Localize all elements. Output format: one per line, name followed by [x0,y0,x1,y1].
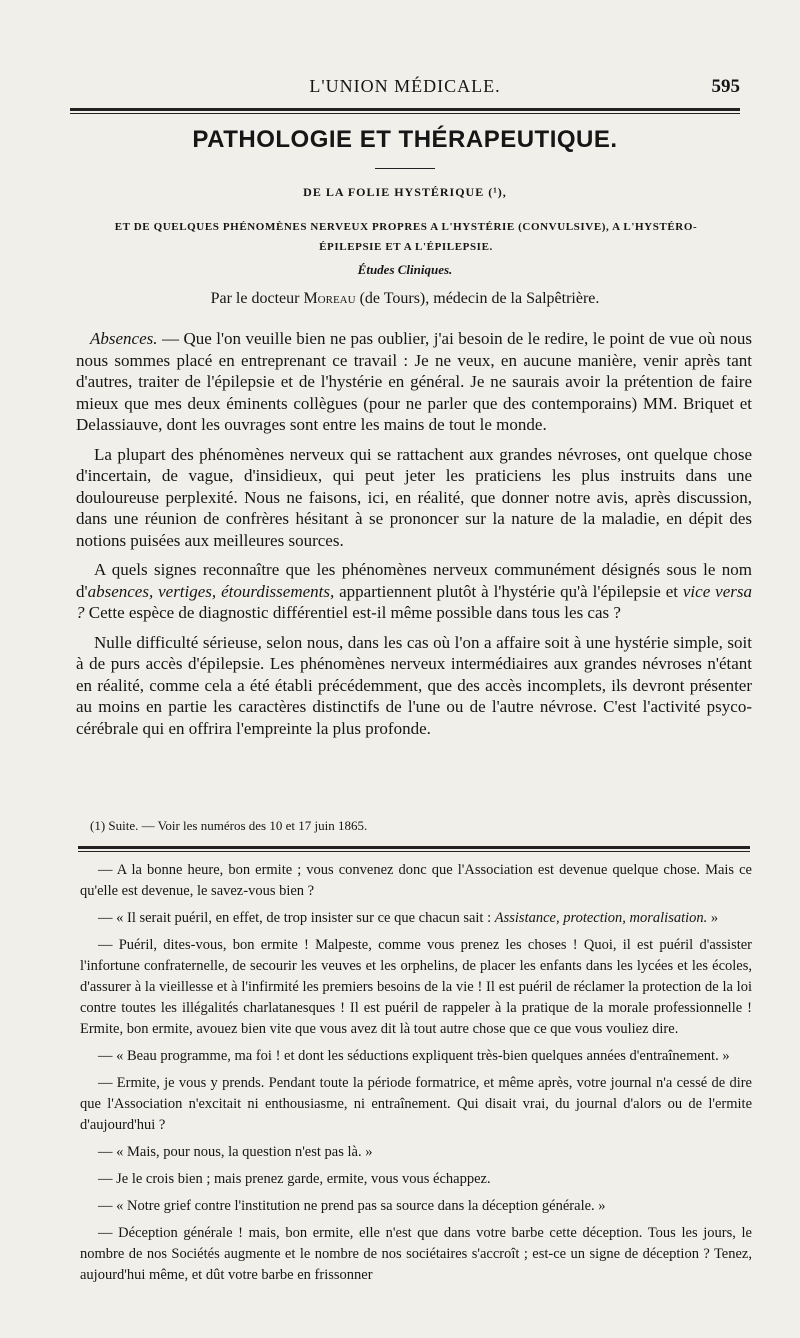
feuilleton-paragraph: — Ermite, je vous y prends. Pendant toute la période formatrice, et même après, votre journal n'a cessé de dire que l'Association n'excitait ni enthousiasme, ni entraînement. Qui disait vrai, du journal d'alors ou de l'ermite d'aujourd'hui ? [80,1075,752,1133]
feuilleton-quote-a: — « Il serait puéril, en effet, de trop insister sur ce que chacun sait : [98,910,495,926]
feuilleton-paragraph: — A la bonne heure, bon ermite ; vous convenez donc que l'Association est devenue quelque chose. Mais ce qu'elle est devenue, le savez-vous bien ? [80,862,752,899]
feuilleton [80,860,752,1292]
feuilleton-paragraph: — Déception générale ! mais, bon ermite, elle n'est que dans votre barbe cette déception. Tous les jours, le nombre de nos Sociétés augmente et le nombre de nos sociétaires s'accroît ; est-ce un signe de déception ? Tenez, aujourd'hui même, et dût votre barbe en frissonner [80,1225,752,1283]
feuilleton-paragraph: — « Beau programme, ma foi ! et dont les séductions expliquent très-bien quelques années d'entraînement. » [98,1048,730,1064]
author-name: Moreau [303,290,356,307]
paragraph-1 [76,328,752,436]
header-rule [70,108,740,114]
running-title: L'UNION MÉDICALE. [309,76,501,96]
article-subtitle-line-2: ÉPILEPSIE ET A L'ÉPILEPSIE. [319,241,493,253]
paragraph-lead: Absences. [90,329,158,348]
byline-suffix: (de Tours), médecin de la Salpêtrière. [355,290,600,307]
feuilleton-paragraph: — Je le crois bien ; mais prenez garde, ermite, vous vous échappez. [98,1171,491,1187]
running-head [70,74,740,102]
article-title: DE LA FOLIE HYSTÉRIQUE (¹), [303,185,507,199]
paragraph-3 [76,559,752,624]
byline-prefix: Par le docteur [210,290,304,307]
series-label: Études Cliniques. [357,262,453,277]
feuilleton-quote-b: » [707,910,719,926]
article-body [76,328,752,747]
feuilleton-paragraph: — « Mais, pour nous, la question n'est pas là. » [98,1144,373,1160]
feuilleton-quote-emphasis: Assistance, protection, moralisation. [494,910,708,926]
paragraph-3-emphasis-2: vice versa ? [76,581,752,622]
paragraph-3-part-a: A quels signes reconnaître que les phénomènes nerveux communément désignés sous le nom d' [76,560,752,601]
paragraph-1-text: — Que l'on veuille bien ne pas oublier, j'ai besoin de le redire, le point de vue où nous nous sommes placé en entreprenant ce travail : Je ne veux, en aucune manière, venir après tant d'autres, traiter de l'épilepsie et de l'hystérie en général. Je ne saurais avoir la prétention de faire mieux que mes deux éminents collègues (pour ne parler que des contemporains) MM. Briquet et Delassiauve, dont les ouvrages sont entre les mains de tout le monde. [76,329,752,434]
title-divider [375,168,435,169]
page-number: 595 [711,76,740,97]
paragraph-3-emphasis-1: absences, vertiges, étourdissements, [87,581,335,601]
section-title: PATHOLOGIE ET THÉRAPEUTIQUE. [192,126,618,153]
feuilleton-paragraph: — « Notre grief contre l'institution ne prend pas sa source dans la déception générale. » [98,1198,606,1214]
article-subtitle [62,217,750,257]
paragraph-3-part-c: Cette espèce de diagnostic différentiel est-il même possible dans tous les cas ? [84,603,621,622]
feuilleton-paragraph: — Puéril, dites-vous, bon ermite ! Malpeste, comme vous prenez les choses ! Quoi, il est puéril d'assister l'infortune confraternelle, de secourir les veuves et les orphelins, de placer les enfants dans les lycées et les écoles, d'assurer à la vieillesse et à l'infirmité les premiers besoins de la vie ! Il est puéril de réclamer la protection de la loi contre toutes les illégalités charlatanesques ! Il est puéril de rappeler à la pratique de la morale professionnelle ! Ermite, bon ermite, avouez bien vite que vous avez dit là tout autre chose que ce que vous vouliez dire. [80,937,752,1037]
article-subtitle-line-1: ET DE QUELQUES PHÉNOMÈNES NERVEUX PROPRES A L'HYSTÉRIE (CONVULSIVE), A L'HYSTÉRO- [114,221,698,233]
feuilleton-paragraph [80,908,752,929]
paragraph-4: Nulle difficulté sérieuse, selon nous, dans les cas où l'on a affaire soit à une hystérie simple, soit à de purs accès d'épilepsie. Les phénomènes nerveux intermédiaires aux grandes névroses n'étant en réalité, comme cela a été établi précédemment, que des accès incomplets, ils devront présenter au moins en partie les caractères distinctifs de l'une ou de l'autre névrose. C'est l'activité psyco-cérébrale qui en offrira l'empreinte la plus profonde. [76,632,752,738]
footnote: (1) Suite. — Voir les numéros des 10 et 17 juin 1865. [90,818,368,833]
paragraph-3-part-b: appartiennent plutôt à l'hystérie qu'à l'épilepsie et [334,581,683,601]
paragraph-2: La plupart des phénomènes nerveux qui se rattachent aux grandes névroses, ont quelque chose d'incertain, de vague, d'insidieux, qui peut jeter les praticiens les plus instruits dans une douloureuse perplexité. Nous ne faisons, ici, en réalité, que donner notre avis, après discussion, dans une réunion de confrères hésitant à se prononcer sur la nature de la maladie, en dépit des notions puisées aux meilleures sources. [76,444,752,550]
feuilleton-rule [78,846,750,852]
byline [70,290,740,308]
